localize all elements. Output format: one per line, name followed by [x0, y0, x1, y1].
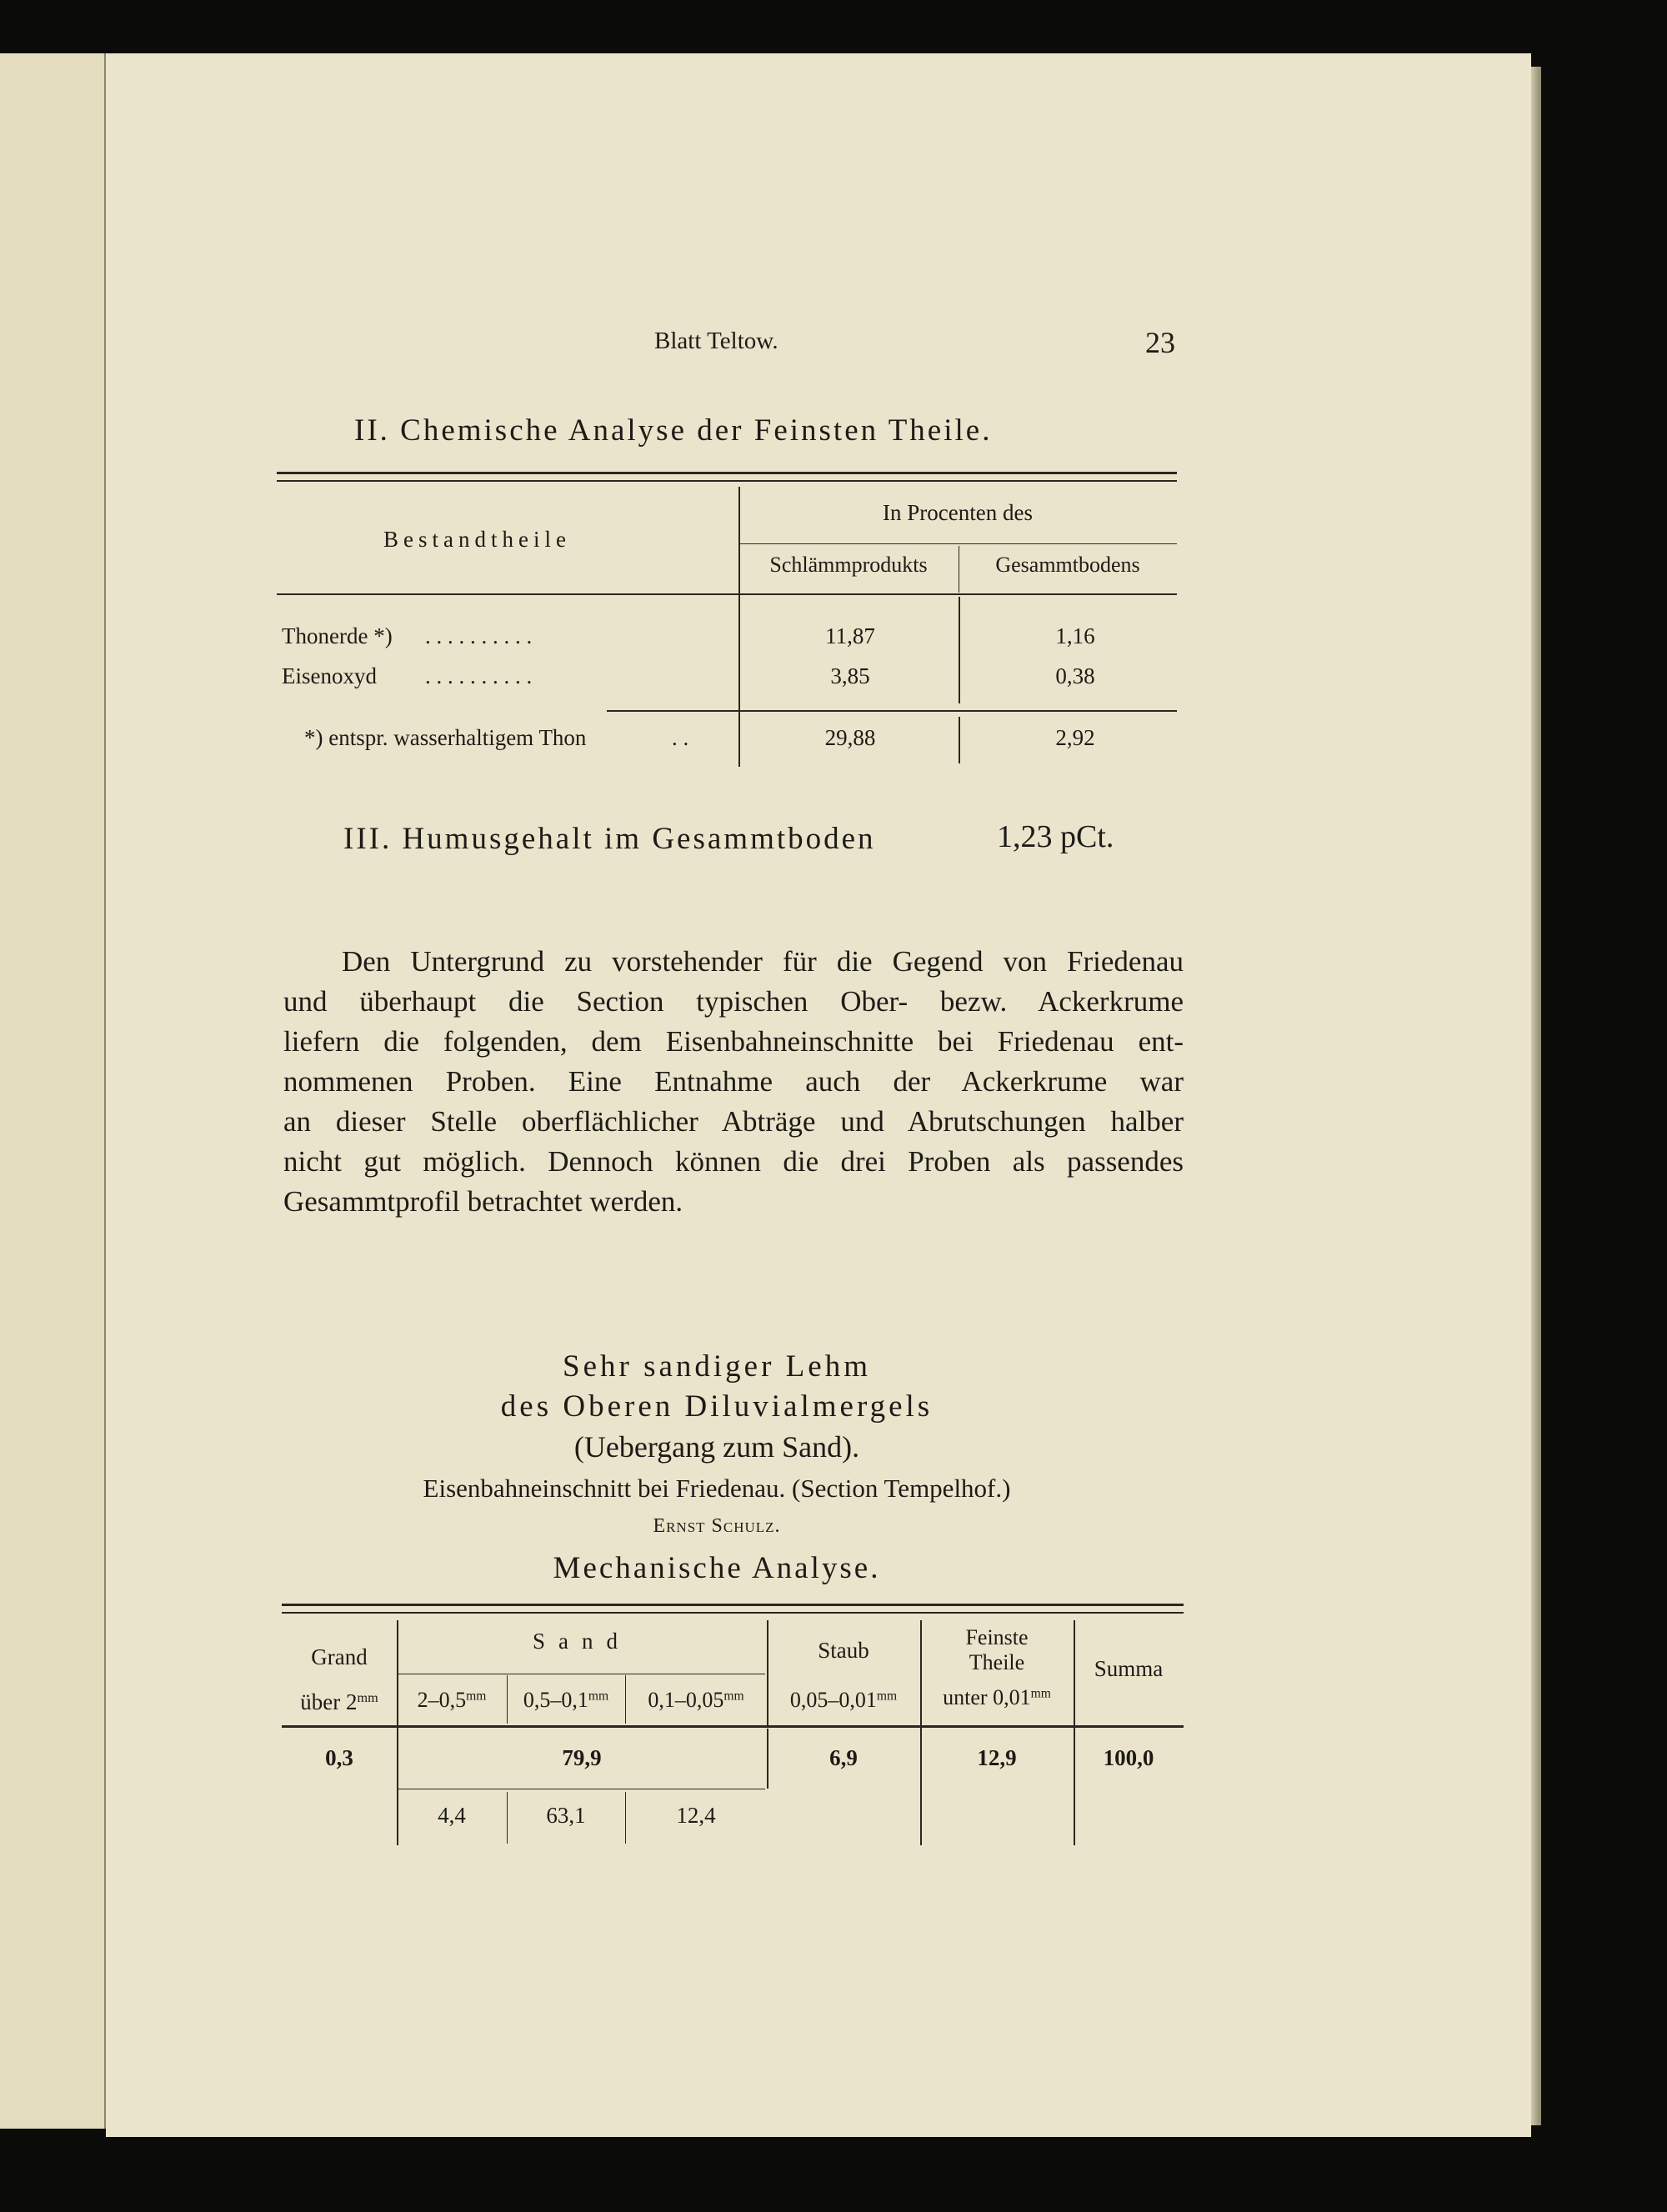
row-label-thonerde: Thonerde *): [282, 623, 393, 648]
header-gesammtbodens: Gesammtbodens: [995, 553, 1140, 577]
page-number: 23: [1145, 326, 1175, 359]
mech-header-rule: [282, 1725, 1184, 1728]
paragraph-line: und überhaupt die Section typischen Ober- bezw. Ackerkrume: [283, 985, 1184, 1018]
sample-title-2: des Oberen Diluvialmergels: [500, 1389, 934, 1424]
mech-value-summa: 100,0: [1103, 1745, 1154, 1770]
mech-top-rule-2: [282, 1612, 1184, 1614]
col-divider-2-sum: [959, 717, 960, 763]
mech-header-feinste-sub: unter $0,01^{mm}$: [943, 1685, 1051, 1709]
mech-header-grand-sub: über $2^{mm}$: [300, 1689, 378, 1714]
sample-title-1: Sehr sandiger Lehm: [563, 1349, 871, 1384]
left-page-edge: [0, 53, 107, 2129]
mechanical-analysis-heading: Mechanische Analyse.: [553, 1551, 881, 1585]
mech-value-grand: 0,3: [325, 1745, 353, 1770]
mech-value-sand: 79,9: [562, 1745, 602, 1770]
mech-value-sand-2: 63,1: [546, 1803, 586, 1828]
value-eisenoxyd-schlaemm: 3,85: [830, 663, 870, 688]
header-schlaemmprodukts: Schlämmprodukts: [769, 553, 928, 577]
value-thonerde-gesammt: 1,16: [1055, 623, 1095, 648]
row-label-thon-footnote: *) entspr. wasserhaltigem Thon: [304, 725, 587, 750]
right-page-edge: [1531, 67, 1541, 2125]
mech-header-sand: Sand: [533, 1629, 631, 1654]
header-percent-group: In Procenten des: [883, 500, 1033, 525]
subheader-rule: [738, 543, 1177, 544]
mech-header-staub: Staub: [818, 1638, 869, 1663]
row-dots-thonerde: . . . . . . . . . .: [425, 623, 533, 648]
mech-value-feinste: 12,9: [977, 1745, 1017, 1770]
body-paragraph: [283, 942, 1184, 1222]
section-2-heading: II. Chemische Analyse der Feinsten Theile.: [354, 413, 993, 448]
mech-header-sand-2: $0,5-0,1^{mm}$: [523, 1688, 609, 1712]
paragraph-line: nicht gut möglich. Dennoch können die drei Proben als passendes: [283, 1145, 1184, 1178]
sample-location: Eisenbahneinschnitt bei Friedenau. (Section Tempelhof.): [423, 1474, 1011, 1503]
mech-top-rule: [282, 1604, 1184, 1606]
running-header: Blatt Teltow.: [654, 328, 778, 354]
sample-title-3: (Uebergang zum Sand).: [573, 1430, 860, 1464]
mech-value-staub: 6,9: [829, 1745, 858, 1770]
mech-header-feinste: Feinste: [965, 1625, 1029, 1649]
table-header-rule: [277, 593, 1177, 595]
mech-value-sand-1: 4,4: [438, 1803, 466, 1828]
value-thon-schlaemm: 29,88: [824, 725, 876, 750]
mech-header-grand: Grand: [311, 1644, 368, 1669]
paragraph-line: liefern die folgenden, dem Eisenbahneinschnitte bei Friedenau ent-: [283, 1025, 1184, 1058]
mech-header-sand-1: $2-0,5^{mm}$: [417, 1688, 487, 1712]
mech-header-theile: Theile: [969, 1650, 1025, 1674]
humus-value: 1,23 pCt.: [997, 819, 1114, 854]
section-3-heading: III. Humusgehalt im Gesammtboden: [343, 822, 876, 856]
row-label-eisenoxyd: Eisenoxyd: [282, 663, 377, 688]
row-dots-eisenoxyd: . . . . . . . . . .: [425, 663, 533, 688]
row-dots-thon-footnote: . .: [672, 725, 689, 750]
mech-header-sand-3: $0,1-0,05^{mm}$: [648, 1688, 744, 1712]
mech-col-divider: [1074, 1620, 1075, 1845]
col-divider-2-body: [959, 597, 960, 703]
table-top-rule: [277, 472, 1177, 474]
value-eisenoxyd-gesammt: 0,38: [1055, 663, 1095, 688]
mech-header-staub-sub: $0,05-0,01^{mm}$: [789, 1688, 898, 1712]
sum-rule: [607, 710, 1177, 712]
paragraph-line: nommenen Proben. Eine Entnahme auch der Ackerkrume war: [283, 1065, 1184, 1098]
value-thon-gesammt: 2,92: [1055, 725, 1095, 750]
mech-value-sand-3: 12,4: [676, 1803, 716, 1828]
paragraph-line: an dieser Stelle oberflächlicher Abträge und Abrutschungen halber: [283, 1105, 1184, 1138]
value-thonerde-schlaemm: 11,87: [825, 623, 875, 648]
col-divider-1: [738, 487, 740, 767]
header-constituents: Bestandtheile: [383, 527, 571, 552]
mech-header-summa: Summa: [1094, 1656, 1164, 1681]
paragraph-line: Den Untergrund zu vorstehender für die Gegend von Friedenau: [342, 945, 1184, 978]
table-top-rule-2: [277, 480, 1177, 482]
paragraph-line: Gesammtprofil betrachtet werden.: [283, 1185, 683, 1218]
sample-author: Ernst Schulz.: [653, 1515, 781, 1537]
